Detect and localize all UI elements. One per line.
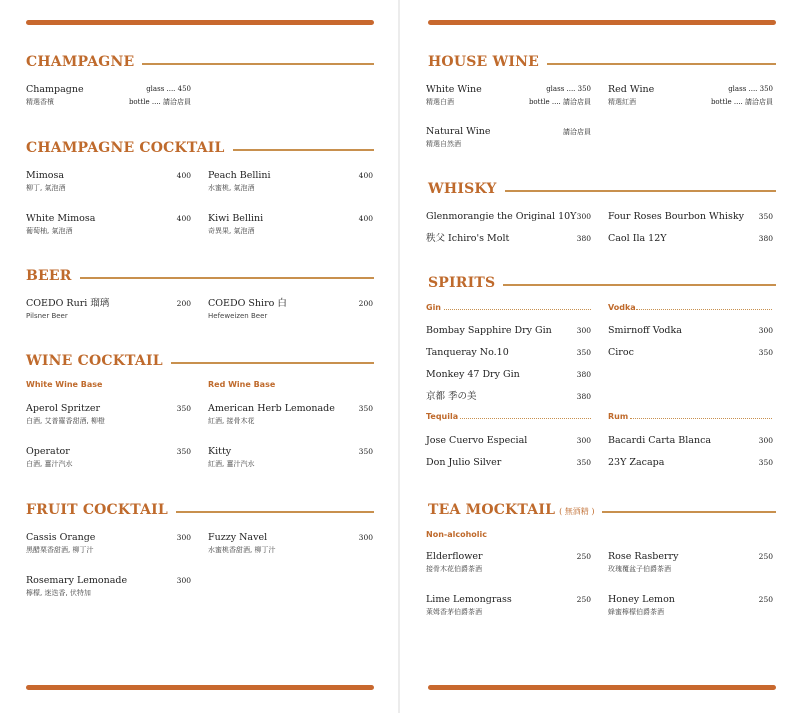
item-desc: 接骨木花伯爵茶酒 — [426, 565, 482, 573]
section-spirits — [428, 275, 776, 295]
item-price: 250 — [758, 595, 773, 604]
item-price: 300 — [576, 212, 591, 221]
menu-item — [426, 325, 591, 337]
menu-item — [608, 233, 773, 245]
item-name: Caol Ila 12Y — [608, 233, 667, 244]
item-desc: 白酒, 艾普羅香甜酒, 柳橙 — [26, 417, 105, 425]
item-price: 250 — [576, 552, 591, 561]
item-price: 380 — [576, 234, 591, 243]
item-desc: 葡萄柚, 氣泡酒 — [26, 227, 73, 235]
item-name: 秩父 Ichiro's Molt — [426, 233, 510, 244]
item-name: White Wine — [426, 84, 482, 95]
item-name: White Mimosa — [26, 213, 96, 224]
subheading-non-alcoholic: Non-alcoholic — [426, 530, 488, 539]
page-fold — [398, 0, 400, 713]
section-title: SPIRITS — [428, 275, 503, 291]
subheading-gin: Gin — [426, 303, 442, 312]
item-name: Bacardi Carta Blanca — [608, 435, 712, 446]
item-name: Bombay Sapphire Dry Gin — [426, 325, 552, 336]
item-name: Monkey 47 Dry Gin — [426, 369, 520, 380]
item-desc: 奇異果, 氣泡酒 — [208, 227, 255, 235]
item-price: 250 — [758, 552, 773, 561]
non-alcoholic-note: ( 無酒精 ) — [559, 507, 595, 516]
menu-item — [26, 213, 191, 236]
menu-item — [426, 233, 591, 245]
bottle-price: bottle .... 請洽店員 — [128, 98, 191, 106]
item-name: Don Julio Silver — [426, 457, 502, 468]
section-house-wine — [428, 54, 776, 74]
item-name: Elderflower — [426, 551, 483, 562]
glass-price: glass .... 350 — [546, 85, 591, 93]
menu-item — [608, 551, 773, 574]
section-title: WHISKY — [428, 181, 505, 197]
section-whisky — [428, 181, 776, 201]
item-price: 300 — [576, 326, 591, 335]
item-price: 350 — [176, 404, 191, 413]
bottle-price: bottle .... 請洽店員 — [528, 98, 591, 106]
menu-item — [608, 435, 773, 447]
item-name: Red Wine — [608, 84, 655, 95]
section-tea-mocktail — [428, 502, 776, 522]
menu-item — [208, 446, 373, 469]
item-name: Cassis Orange — [26, 532, 96, 543]
item-name: Champagne — [26, 84, 84, 95]
menu-item — [208, 213, 373, 236]
item-name: Honey Lemon — [608, 594, 675, 605]
item-price: 300 — [758, 326, 773, 335]
item-name: COEDO Ruri 瑠璃 — [26, 298, 110, 309]
menu-item — [208, 298, 373, 321]
menu-item — [426, 391, 591, 403]
section-fruit-cocktail — [26, 502, 374, 522]
item-name: Kiwi Bellini — [208, 213, 264, 224]
item-name: Tanqueray No.10 — [426, 347, 509, 358]
item-name: Rose Rasberry — [608, 551, 679, 562]
menu-item — [426, 347, 591, 359]
subheading-rum: Rum — [608, 412, 629, 421]
top-accent-bar — [428, 20, 776, 25]
item-name: Four Roses Bourbon Whisky — [608, 211, 744, 222]
menu-item — [608, 594, 773, 617]
section-title: BEER — [26, 268, 80, 284]
item-price: 350 — [358, 404, 373, 413]
item-price: 380 — [576, 392, 591, 401]
item-name: Smirnoff Vodka — [608, 325, 682, 336]
item-price: 請洽店員 — [563, 128, 591, 136]
section-title — [428, 502, 602, 518]
dotted-rule — [460, 418, 591, 419]
item-name: COEDO Shiro 白 — [208, 298, 287, 309]
item-name: 京都 季の美 — [426, 391, 477, 402]
item-desc: 水蜜桃, 氣泡酒 — [208, 184, 255, 192]
section-title-text: TEA MOCKTAIL — [428, 502, 556, 518]
menu-item — [426, 457, 591, 469]
section-champagne — [26, 54, 374, 74]
item-price: 400 — [358, 214, 373, 223]
item-name: Jose Cuervo Especial — [426, 435, 528, 446]
item-price: 380 — [758, 234, 773, 243]
menu-item-red-wine — [608, 84, 773, 107]
item-price: 350 — [576, 348, 591, 357]
item-name: Ciroc — [608, 347, 634, 358]
item-price: 300 — [176, 533, 191, 542]
menu-item — [426, 594, 591, 617]
menu-item — [26, 403, 191, 426]
section-wine-cocktail — [26, 353, 374, 373]
item-name: Kitty — [208, 446, 232, 457]
menu-page-right — [402, 0, 798, 713]
bottle-price: bottle .... 請洽店員 — [710, 98, 773, 106]
menu-item — [26, 170, 191, 193]
dotted-rule — [636, 309, 772, 310]
item-desc: 水蜜桃香甜酒, 柳丁汁 — [208, 546, 276, 554]
subheading-vodka: Vodka — [608, 303, 636, 312]
item-price: 400 — [176, 171, 191, 180]
item-price: 250 — [576, 595, 591, 604]
item-desc: 蜂蜜檸檬伯爵茶酒 — [608, 608, 664, 616]
section-title: CHAMPAGNE COCKTAIL — [26, 140, 233, 156]
menu-item-champagne — [26, 84, 191, 107]
item-name: Fuzzy Navel — [208, 532, 268, 543]
item-desc: 玫瑰覆盆子伯爵茶酒 — [608, 565, 671, 573]
menu-item-white-wine — [426, 84, 591, 107]
item-desc: 柳丁, 氣泡酒 — [26, 184, 66, 192]
item-name: Rosemary Lemonade — [26, 575, 128, 586]
menu-item — [608, 347, 773, 359]
item-price: 300 — [176, 576, 191, 585]
item-price: 400 — [176, 214, 191, 223]
section-title: WINE COCKTAIL — [26, 353, 171, 369]
item-name: Mimosa — [26, 170, 65, 181]
dotted-rule — [444, 309, 591, 310]
item-desc: 精選香檳 — [26, 98, 54, 106]
item-desc: 紅酒, 接骨木花 — [208, 417, 255, 425]
menu-item — [208, 532, 373, 555]
item-price: 350 — [576, 458, 591, 467]
item-name: American Herb Lemonade — [208, 403, 335, 414]
item-price: 350 — [758, 348, 773, 357]
menu-item — [608, 457, 773, 469]
item-price: 300 — [358, 533, 373, 542]
menu-item — [426, 435, 591, 447]
menu-item — [426, 551, 591, 574]
menu-item — [26, 575, 191, 598]
menu-item — [208, 403, 373, 426]
item-price: 300 — [758, 436, 773, 445]
glass-price: glass .... 350 — [728, 85, 773, 93]
item-name: Lime Lemongrass — [426, 594, 512, 605]
glass-price: glass .... 450 — [146, 85, 191, 93]
section-title: CHAMPAGNE — [26, 54, 142, 70]
item-name: Operator — [26, 446, 70, 457]
menu-item — [608, 211, 773, 223]
menu-item — [426, 369, 591, 381]
item-price: 300 — [576, 436, 591, 445]
item-desc: Pilsner Beer — [26, 312, 68, 320]
item-price: 350 — [176, 447, 191, 456]
item-price: 380 — [576, 370, 591, 379]
section-beer — [26, 268, 374, 288]
item-price: 200 — [176, 299, 191, 308]
item-price: 200 — [358, 299, 373, 308]
menu-item — [608, 325, 773, 337]
subheading-white-wine-base: White Wine Base — [26, 380, 103, 389]
item-name: Aperol Spritzer — [26, 403, 101, 414]
item-name: Peach Bellini — [208, 170, 271, 181]
menu-item — [26, 446, 191, 469]
item-desc: Hefeweizen Beer — [208, 312, 268, 320]
section-champagne-cocktail — [26, 140, 374, 160]
subheading-red-wine-base: Red Wine Base — [208, 380, 276, 389]
item-desc: 萊姆香茅伯爵茶酒 — [426, 608, 482, 616]
item-name: Natural Wine — [426, 126, 491, 137]
item-price: 350 — [758, 212, 773, 221]
subheading-tequila: Tequila — [426, 412, 459, 421]
item-desc: 精選紅酒 — [608, 98, 636, 106]
item-desc: 檸檬, 迷迭香, 伏特加 — [26, 589, 91, 597]
menu-item — [26, 298, 191, 321]
dotted-rule — [630, 418, 772, 419]
item-price: 350 — [358, 447, 373, 456]
menu-item — [208, 170, 373, 193]
top-accent-bar — [26, 20, 374, 25]
bottom-accent-bar — [26, 685, 374, 690]
item-name: Glenmorangie the Original 10Y — [426, 211, 577, 222]
item-desc: 精選自然酒 — [426, 140, 461, 148]
item-price: 400 — [358, 171, 373, 180]
item-desc: 紅酒, 薑汁汽水 — [208, 460, 255, 468]
menu-item — [26, 532, 191, 555]
item-name: 23Y Zacapa — [608, 457, 665, 468]
item-price: 350 — [758, 458, 773, 467]
item-desc: 白酒, 薑汁汽水 — [26, 460, 73, 468]
menu-item-natural-wine — [426, 126, 591, 149]
item-desc: 精選白酒 — [426, 98, 454, 106]
menu-page-left — [0, 0, 396, 713]
menu-item — [426, 211, 591, 223]
bottom-accent-bar — [428, 685, 776, 690]
section-title: HOUSE WINE — [428, 54, 547, 70]
item-desc: 黑醋栗香甜酒, 柳丁汁 — [26, 546, 94, 554]
section-title: FRUIT COCKTAIL — [26, 502, 176, 518]
